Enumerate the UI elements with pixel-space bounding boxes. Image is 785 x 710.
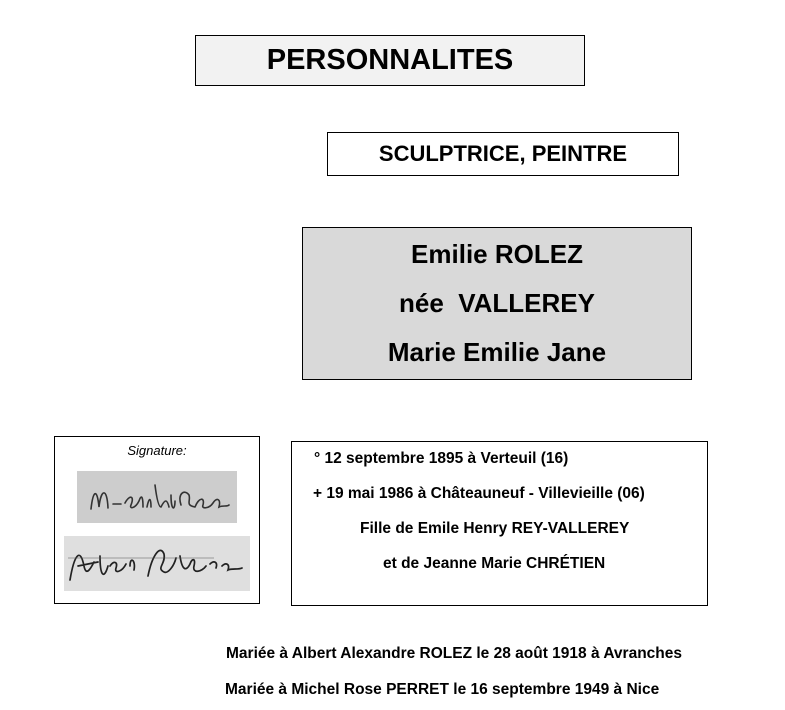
marriage-line-1: Mariée à Albert Alexandre ROLEZ le 28 août 1918 à Avranches [226,645,683,662]
name-line-3: Marie Emilie Jane [387,337,607,367]
signature-box [54,436,260,604]
name-line-1: Emilie ROLEZ [411,239,583,269]
death-line: + 19 mai 1986 à Châteauneuf - Villevieille (06) [313,485,645,502]
page-title-box [195,35,585,86]
page-title: PERSONNALITES [266,44,514,76]
birth-line: ° 12 septembre 1895 à Verteuil (16) [314,450,569,467]
name-line-2: née VALLEREY [398,288,595,318]
name-box [302,227,692,380]
signature-image-1 [77,471,237,523]
biography-box [291,441,708,606]
mother-line: et de Jeanne Marie CHRÉTIEN [383,555,606,572]
profession-label: SCULPTRICE, PEINTRE [378,141,628,166]
signature-label: Signature: [127,443,187,458]
profession-box [327,132,679,176]
marriage-line-2: Mariée à Michel Rose PERRET le 16 septembre 1949 à Nice [225,681,660,698]
father-line: Fille de Emile Henry REY-VALLEREY [360,520,630,537]
signature-image-2 [64,536,250,591]
